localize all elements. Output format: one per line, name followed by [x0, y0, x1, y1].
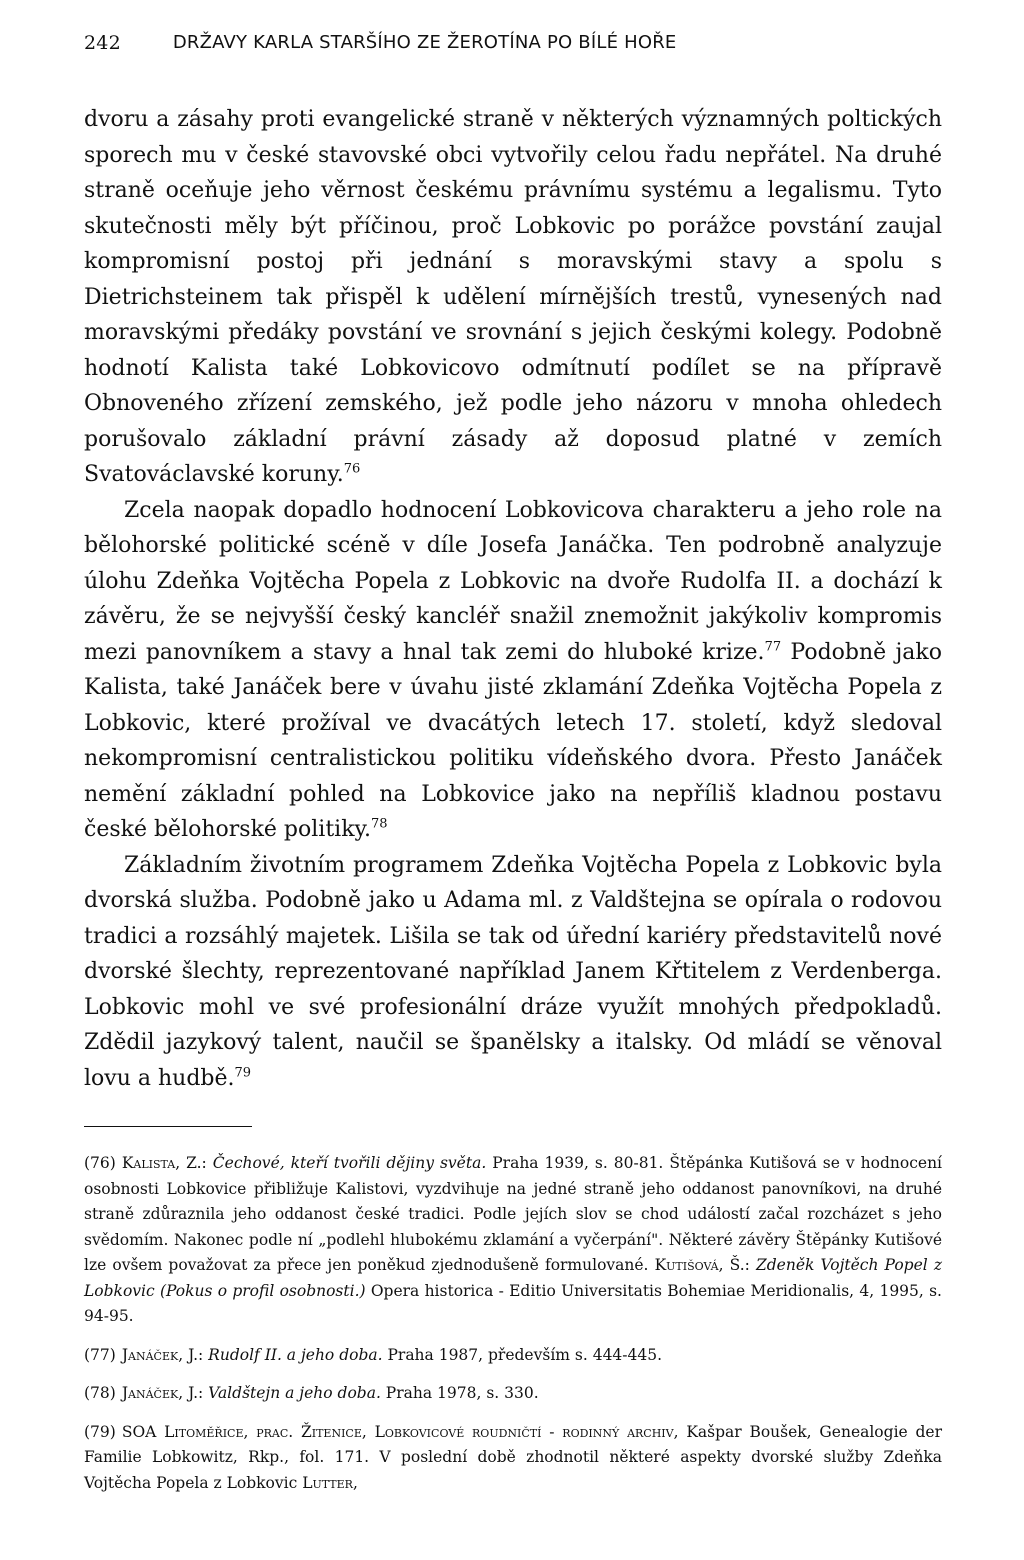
footnote-ref-77[interactable]: 77 [764, 639, 782, 655]
book-page [84, 32, 942, 1509]
footnote-ref-76[interactable]: 76 [343, 461, 361, 477]
footnote-76: (76) Kalista, Z.: Čechové, kteří tvořili dějiny světa. Praha 1939, s. 80-81. Štěpánka Kutišová se v hodnocení osobnosti Lobkovice přibližuje Kalistovi, vyzdvihuje na jedné straně jeho oddanost panovníkovi, na druhé straně zdůraznila jeho oddanost české tradici. Podle jejích slov se chod událostí začal rozcházet s jeho svědomím. Nakonec podle ní „podlehl hlubokému zklamání a vyčerpání". Některé závěry Štěpánky Kutišové lze ovšem považovat za přece jen poněkud zjednodušeně formulované. Kutišová, Š.: Zdeněk Vojtěch Popel z Lobkovic (Pokus o profil osobnosti.) Opera historica - Editio Universitatis Bohemiae Meridionalis, 4, 1995, s. 94-95. [84, 1154, 943, 1325]
page-header [84, 32, 942, 54]
footnote-ref-78[interactable]: 78 [371, 816, 388, 832]
running-title: DRŽAVY KARLA STARŠÍHO ZE ŽEROTÍNA PO BÍLÉ HOŘE [172, 32, 677, 53]
footnote-78: (78) Janáček, J.: Valdštejn a jeho doba. Praha 1978, s. 330. [84, 1384, 539, 1402]
footnote-79: (79) SOA Litoměřice, prac. Žitenice, Lobkovicové roudničtí - rodinný archiv, Kašpar Boušek, Genealogie der Familie Lobkowitz, Rkp., fol. 171. V poslední době zhodnotil některé aspekty dvorské služby Zdeňka Vojtěcha Popela z Lobkovic Lutter, [84, 1422, 942, 1492]
paragraph-3: Základním životním programem Zdeňka Vojtěcha Popela z Lobkovic byla dvorská služba. Podobně jako u Adama ml. z Valdštejna se opírala o rodovou tradici a rozsáhlý majetek. Lišila se tak od úřední kariéry představitelů nové dvorské šlechty, reprezentované například Janem Křtitelem z Verdenberga. Lobkovic mohl ve své profesionální dráze využít mnohých předpokladů. Zdědil jazykový talent, naučil se španělsky a italsky. Od mládí se věnoval lovu a hudbě.$^{79}$ [84, 852, 942, 1091]
footnote-divider [84, 1126, 252, 1127]
paragraph-1: dvoru a zásahy proti evangelické straně v některých významných poltických sporech mu v české stavovské obci vytvořily celou řadu nepřátel. Na druhé straně oceňuje jeho věrnost českému právnímu systému a legalismu. Tyto skutečnosti měly být příčinou, proč Lobkovic po porážce povstání zaujal kompromisní postoj při jednání s moravskými stavy a spolu s Dietrichsteinem tak přispěl k udělení mírnějších trestů, vynesených nad moravskými předáky povstání ve srovnání s jejich českými kolegy. Podobně hodnotí Kalista také Lobkovicovo odmítnutí podílet se na přípravě Obnoveného zřízení zemského, jež podle jeho názoru v mnoha ohledech porušovalo základní právní zásady až doposud platné v zemích Svatováclavské koruny.$^{76}$ [84, 107, 942, 487]
main-text [84, 102, 942, 1096]
footnote-ref-79[interactable]: 79 [234, 1065, 252, 1081]
page-number: 242 [84, 32, 121, 54]
footnote-77: (77) Janáček, J.: Rudolf II. a jeho doba. Praha 1987, především s. 444-445. [84, 1345, 663, 1364]
footnotes [84, 1151, 942, 1496]
paragraph-2: Zcela naopak dopadlo hodnocení Lobkovicova charakteru a jeho role na bělohorské politické scéně v díle Josefa Janáčka. Ten podrobně analyzuje úlohu Zdeňka Vojtěcha Popela z Lobkovic na dvoře Rudolfa II. a dochází k závěru, že se nejvyšší český kancléř snažil znemožnit jakýkoliv kompromis mezi panovníkem a stavy a hnal tak zemi do hluboké krize.$^{77}$ Podobně jako Kalista, také Janáček bere v úvahu jisté zklamání Zdeňka Vojtěcha Popela z Lobkovic, které prožíval ve dvacátých letech 17. století, když sledoval nekompromisní centralistickou politiku vídeňského dvora. Přesto Janáček nemění základní pohled na Lobkovice jako na nepříliš kladnou postavu české bělohorské politiky.$^{78}$ [84, 497, 942, 842]
